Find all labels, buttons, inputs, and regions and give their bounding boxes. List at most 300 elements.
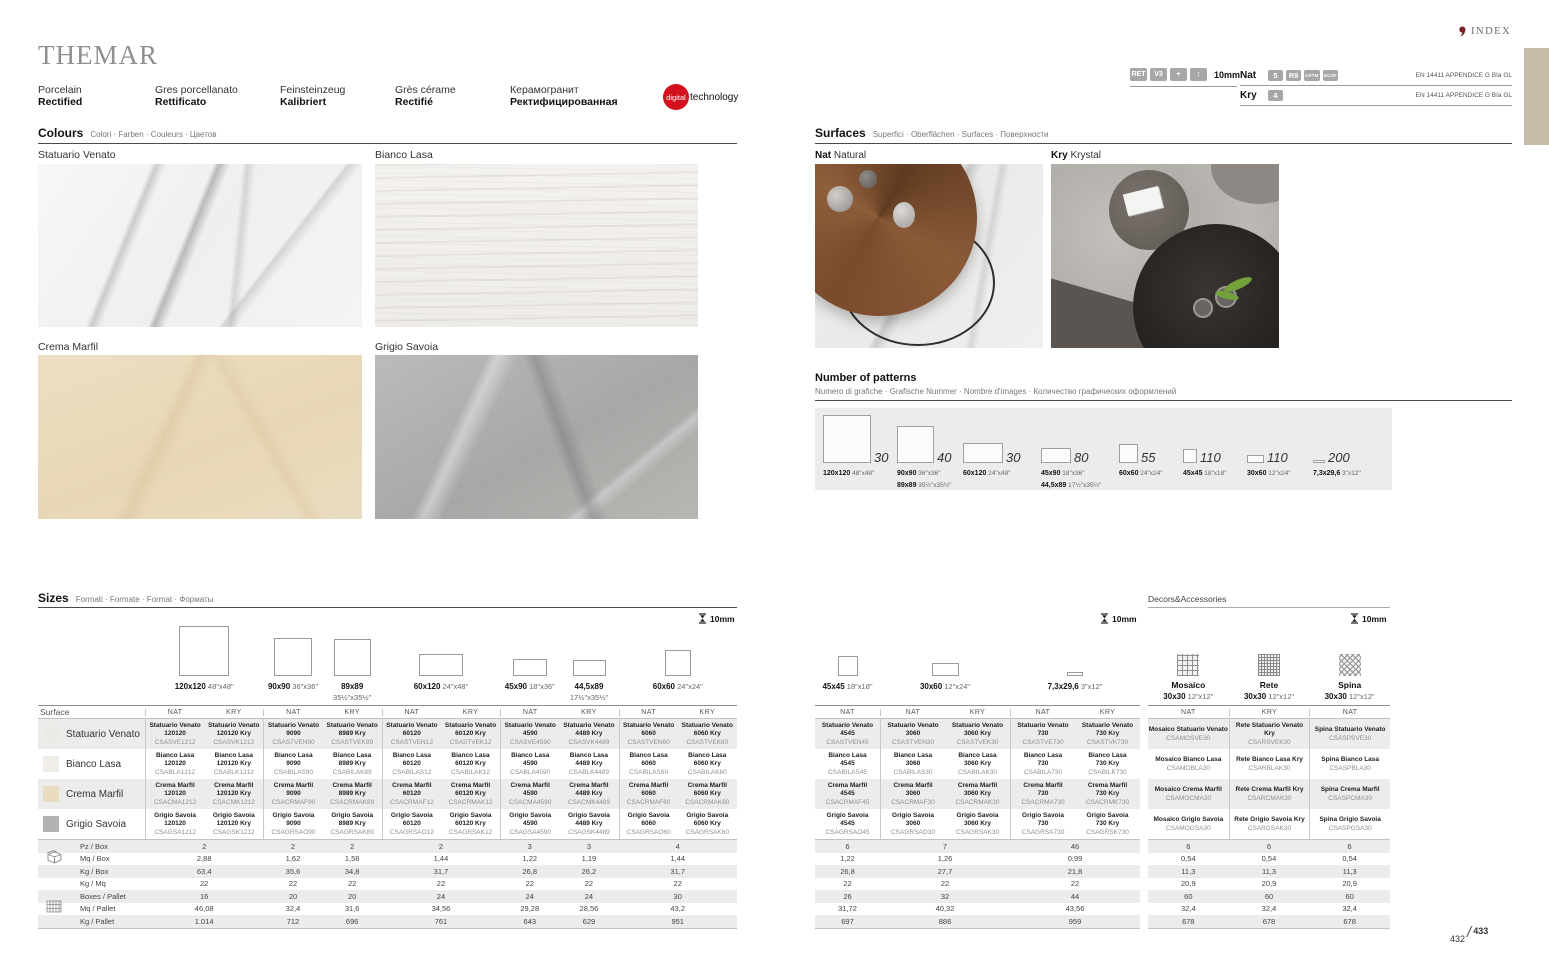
finish-header-cell: KRY [226, 708, 242, 716]
collection-title: THEMAR [38, 40, 158, 70]
page-number-right: 433 [1473, 926, 1489, 936]
inches-text: 12"x12" [1185, 692, 1214, 701]
pattern-item [1247, 452, 1313, 484]
product-sku: CSAGRSAK12 [448, 828, 493, 836]
product-name: Crema Marfil [569, 781, 609, 789]
pattern-size-line [897, 467, 963, 479]
colours-subtitle: Colori · Farben · Couleurs · Цветов [90, 130, 217, 139]
product-cell [1075, 749, 1140, 779]
product-sku: CSASVE4590 [509, 738, 551, 746]
size-diagram-label [1020, 680, 1130, 691]
surfaces-subtitle: Superfici · Oberflächen · Surfaces · Поверхности [872, 130, 1049, 139]
stat-value: 60 [1264, 891, 1274, 901]
product-code: 3060 Kry [963, 789, 992, 797]
stat-value: 40,32 [935, 904, 955, 914]
product-code: 60120 [402, 729, 421, 737]
stat-row [815, 915, 1140, 928]
stat-row [815, 840, 1140, 853]
surface-header-cell: Surface [40, 707, 70, 717]
product-code: 730 [1037, 759, 1049, 767]
product-cell [263, 719, 322, 749]
product-name: Mosaico Statuario Venato [1148, 725, 1228, 733]
stat-value: 696 [345, 916, 359, 926]
product-name: Statuario Venato [887, 721, 939, 729]
product-code: 3060 [905, 759, 921, 767]
surface-code-nat: Nat [815, 150, 832, 161]
stat-value: 3 [586, 841, 592, 851]
product-cell [263, 749, 322, 779]
pattern-shape-row [1183, 449, 1247, 463]
stat-value: 6 [845, 841, 850, 851]
stat-value: 32,4 [285, 904, 301, 914]
pattern-item [963, 443, 1041, 484]
table-row [1148, 719, 1390, 749]
surface-swatch [43, 726, 59, 742]
pattern-label [1041, 467, 1119, 489]
product-sku: CSACRMA730 [1021, 798, 1065, 806]
surfaces-rule [815, 143, 1512, 144]
decor-name: Spina [1338, 680, 1362, 690]
decors-rule [1148, 607, 1390, 608]
product-code: 730 [1037, 789, 1049, 797]
product-sku: CSASTVEN45 [826, 738, 869, 746]
product-name: Bianco Lasa [333, 751, 372, 759]
surface-photo-krystal [1051, 164, 1279, 348]
surface-name: Bianco Lasa [66, 758, 122, 770]
size-diagram-shape [334, 639, 371, 676]
product-sku: CSACRMAF12 [389, 798, 434, 806]
digital-technology-logo [663, 84, 738, 110]
stat-row [1148, 840, 1390, 853]
size-text: 45x45 [1183, 470, 1203, 477]
stat-value: 678 [1343, 916, 1356, 926]
product-cell [382, 749, 441, 779]
stat-value: 32,4 [1261, 904, 1277, 914]
product-code: 4545 [840, 819, 855, 827]
product-cell [323, 719, 382, 749]
product-name: Crema Marfil [273, 781, 314, 789]
product-cell [619, 719, 678, 749]
product-code: 4489 Kry [575, 789, 603, 797]
stat-value: 22 [940, 879, 950, 889]
stat-value: 26,8 [522, 866, 538, 876]
stat-value: 44 [1070, 891, 1080, 901]
stat-value: 43,2 [670, 904, 686, 914]
stat-value: 35,6 [285, 866, 301, 876]
product-code: 60120 Kry [455, 819, 486, 827]
product-name: Grigio Savoia [331, 811, 374, 819]
index-label: INDEX [1471, 26, 1512, 37]
size-text: 44,5x89 [1041, 481, 1067, 489]
patterns-title: Number of patterns [815, 372, 917, 384]
product-sku: CSABLA4590 [510, 768, 551, 776]
product-code: 60120 [402, 789, 421, 797]
product-cell [441, 809, 500, 839]
product-sku: CSAMOSVE30 [1166, 734, 1211, 742]
product-sku: CSAGRSA730 [1021, 828, 1065, 836]
product-sku: CSASTVK730 [1086, 738, 1129, 746]
product-code: 120120 Kry [216, 729, 251, 737]
product-name: Crema Marfil [957, 781, 998, 789]
vase-decor [827, 186, 853, 212]
product-name: Crema Marfil [332, 781, 372, 789]
product-sku: CSASVE1212 [154, 738, 196, 746]
table-stats [38, 840, 737, 929]
product-sku: CSASVK1212 [213, 738, 255, 746]
product-cell [323, 809, 382, 839]
product-cell [815, 719, 880, 749]
tile-photo-bianco-lasa [375, 164, 698, 327]
table-finish-header [815, 705, 1140, 719]
stat-row [38, 915, 737, 928]
surface-label-kry [1051, 150, 1101, 161]
product-cell [945, 719, 1010, 749]
stat-value: 30 [673, 891, 682, 901]
table-finish-header [1148, 705, 1390, 719]
product-sku: CSARSVEK30 [1248, 738, 1291, 746]
size-line [793, 680, 903, 691]
product-name: Crema Marfil [827, 781, 868, 789]
product-code: 730 [1037, 729, 1049, 737]
spina-pattern-icon [1339, 654, 1361, 676]
product-sku: CSABILK730 [1088, 768, 1127, 776]
product-sku: CSACRMAF60 [626, 798, 671, 806]
product-sku: CSASPSVE30 [1329, 734, 1372, 742]
table-row [815, 719, 1140, 749]
stat-value: 3 [527, 841, 532, 851]
product-name: Bianco Lasa [155, 751, 195, 759]
product-code: 8989 Kry [338, 729, 366, 737]
product-cell [263, 779, 322, 809]
stat-value: 1,22 [840, 854, 855, 864]
product-cell [815, 749, 880, 779]
stat-value: 24 [525, 891, 534, 901]
finish-header-cell: NAT [1180, 708, 1196, 716]
product-sku: CSASTVEK30 [956, 738, 999, 746]
size-text: 30x60 [919, 682, 943, 691]
product-code: 3060 [905, 729, 921, 737]
product-cell [263, 809, 322, 839]
product-cell [678, 719, 737, 749]
surface-name-kry: Krystal [1070, 150, 1102, 161]
product-code: 120120 Kry [216, 759, 251, 767]
product-code: 4590 [522, 789, 538, 797]
product-cell [500, 749, 559, 779]
product-cell [500, 809, 559, 839]
inches-text: 24"x48" [986, 470, 1011, 477]
product-cell [945, 749, 1010, 779]
stat-value: 22 [200, 879, 209, 889]
product-name: Statuario Venato [821, 721, 874, 729]
rating-badge: DCOF [1323, 70, 1339, 81]
material-line2: Kalibriert [280, 96, 327, 108]
size-line [1020, 680, 1130, 691]
product-name: Rete Statuario Venato Kry [1235, 721, 1304, 737]
product-sku: CSABILAS30 [893, 768, 933, 776]
product-code: 8989 Kry [338, 789, 366, 797]
pattern-item [1313, 452, 1369, 484]
size-text: 60x120 [963, 470, 987, 477]
stat-value: 697 [841, 916, 854, 926]
product-name: Crema Marfil [214, 781, 254, 789]
stat-value: 32,4 [1342, 904, 1357, 914]
inches-line [534, 691, 644, 702]
product-cell [880, 779, 945, 809]
stat-value: 6 [1266, 841, 1272, 851]
product-sku: CSAGRSAO30 [890, 828, 936, 836]
product-sku: CSAGRSK730 [1086, 828, 1129, 836]
material-label [395, 84, 456, 108]
page-number-slash: / [1467, 924, 1472, 941]
product-name: Crema Marfil [450, 781, 491, 789]
product-sku: CSASPBLA30 [1329, 764, 1371, 772]
size-diagrams-right [815, 622, 1140, 702]
tile-shape [1041, 448, 1071, 463]
decor-name: Mosaico [1171, 680, 1206, 690]
inches-line [297, 691, 407, 702]
product-sku: CSACMK4489 [567, 798, 611, 806]
size-text: 7,3x29,6 [1047, 682, 1079, 691]
product-code: 9090 [286, 729, 301, 737]
decor-size-line [1295, 690, 1405, 701]
product-sku: CSASVK4489 [568, 738, 610, 746]
product-code: 4545 [840, 729, 855, 737]
pattern-item [897, 426, 963, 489]
product-sku: CSASPGSA30 [1328, 824, 1372, 832]
product-code: 3060 Kry [963, 819, 992, 827]
stat-row [815, 853, 1140, 866]
patterns-panel [815, 408, 1392, 490]
inches-text: 18"x36" [1060, 470, 1085, 477]
pattern-size-line [963, 467, 1041, 479]
product-name: Grigio Savoia [956, 811, 999, 819]
pattern-shape-row [1313, 452, 1369, 463]
product-code: 4489 Kry [575, 819, 603, 827]
rating-badge: R9 [1286, 70, 1301, 81]
inches-text: 36"x36" [916, 470, 941, 477]
finish-header-cell: NAT [500, 709, 559, 716]
product-code: 730 Kry [1095, 789, 1120, 797]
product-name: Grigio Savoia [567, 811, 610, 819]
surface-name-nat: Natural [833, 150, 867, 161]
product-name: Statuario Venato [622, 721, 675, 729]
material-translations [38, 84, 678, 114]
caliber-arrows-icon: ↕ [1190, 68, 1207, 81]
stat-value: 24 [584, 891, 594, 901]
table-rows [815, 719, 1140, 840]
product-name: Statuario Venato [563, 721, 615, 729]
product-sku: CSASTVEN12 [390, 738, 433, 746]
stat-value: 11,3 [1181, 866, 1196, 876]
stat-value: 22 [348, 879, 357, 889]
product-sku: CSABILAK30 [957, 768, 998, 776]
product-cell [619, 749, 678, 779]
decors-title: Decors&Accessories [1148, 594, 1227, 604]
rating-badge: ASTM [1304, 70, 1320, 81]
rating-badge: 4 [1268, 90, 1283, 101]
product-cell [145, 749, 204, 779]
pattern-label [823, 467, 897, 484]
stat-value: 46,08 [194, 904, 214, 914]
product-cell [880, 719, 945, 749]
product-cell [945, 779, 1010, 809]
product-name: Bianco Lasa [1088, 751, 1127, 759]
product-sku: CSABILAS90 [273, 768, 313, 776]
stat-value: 22 [525, 879, 534, 889]
product-name: Crema Marfil [628, 781, 669, 789]
size-text: 60x60 [1119, 470, 1139, 477]
product-sku: CSACRMAK12 [448, 798, 493, 806]
size-diagram-label [793, 680, 903, 691]
stat-label: Kg / Box [80, 866, 109, 876]
product-cell [1229, 719, 1310, 749]
finish-header-cell: NAT [382, 709, 441, 716]
size-diagram-shape [1067, 672, 1083, 676]
product-cell [204, 749, 263, 779]
product-code: 6060 Kry [693, 759, 721, 767]
stat-label: Mq / Pallet [80, 904, 116, 914]
stat-value: 29,28 [520, 904, 540, 914]
stat-row [815, 903, 1140, 916]
product-cell [1075, 779, 1140, 809]
stat-value: 22 [584, 879, 594, 889]
stat-value: 1.014 [194, 916, 214, 926]
stat-row [38, 903, 737, 916]
product-sku: CSARCMAK30 [1247, 794, 1292, 802]
size-text: 44,5x89 [574, 682, 604, 691]
product-code: 6060 [641, 759, 656, 767]
glass-decor [1193, 298, 1213, 318]
chair-decor [1211, 164, 1279, 204]
size-text: 90x90 [267, 682, 291, 691]
tile-photo-statuario-venato [38, 164, 362, 327]
product-cell [1075, 719, 1140, 749]
product-name: Crema Marfil [687, 781, 727, 789]
product-name: Bianco Lasa [688, 751, 727, 759]
product-cell [1148, 719, 1229, 749]
stat-value: 63,4 [196, 866, 212, 876]
product-name: Grigio Savoia [1022, 811, 1064, 819]
size-text: 60x120 [413, 682, 441, 691]
product-sku: CSABILAS60 [629, 768, 669, 776]
stat-value: 6 [1186, 841, 1191, 851]
product-cell [559, 809, 618, 839]
material-line1: Gres porcellanato [155, 84, 238, 96]
page-numbers [1450, 924, 1489, 944]
stat-value: 678 [1182, 916, 1195, 926]
stat-label: Kg / Pallet [80, 916, 115, 926]
surface-label-nat [815, 150, 866, 161]
stat-value: 32 [940, 891, 950, 901]
product-sku: CSACRMAK89 [330, 798, 375, 806]
material-line2: Rettificato [155, 96, 207, 108]
product-sku: CSAGSA1212 [154, 828, 196, 836]
product-name: Crema Marfil [893, 781, 933, 789]
table-row [38, 779, 737, 809]
product-code: 6060 Kry [693, 729, 721, 737]
material-line1: Grès cérame [395, 84, 456, 96]
inches-text: 35½"x35½" [916, 481, 952, 489]
index-link[interactable] [1458, 26, 1511, 37]
product-name: Bianco Lasa [274, 751, 313, 759]
stat-value: 31,6 [344, 904, 360, 914]
product-name: Crema Marfil [1087, 781, 1128, 789]
ret-badge: RET [1130, 68, 1147, 81]
product-sku: CSARBLAK30 [1248, 764, 1291, 772]
inches-text: 17½"x35½" [569, 693, 609, 702]
product-sku: CSAGRSAO60 [626, 828, 671, 836]
product-cell [559, 749, 618, 779]
stat-value: 712 [286, 916, 300, 926]
product-cell [1010, 749, 1075, 779]
stat-label: Pz / Box [80, 841, 108, 851]
pallet-icon [46, 900, 62, 918]
inches-text: 3"x12" [1340, 470, 1361, 477]
product-name: Grigio Savoia [1086, 811, 1129, 819]
product-name: Grigio Savoia [449, 811, 492, 819]
product-cell [441, 719, 500, 749]
pattern-label [1119, 467, 1183, 484]
product-code: 60120 Kry [455, 729, 486, 737]
stat-value: 22 [1070, 879, 1080, 889]
sizes-title: Sizes [38, 591, 69, 605]
size-diagram-shape [179, 626, 229, 676]
product-cell [1148, 779, 1229, 809]
product-code: 9090 [286, 759, 301, 767]
finish-header-cell: NAT [1309, 709, 1390, 716]
size-diagram-shape [274, 638, 312, 676]
tile-photo-grigio-savoia [375, 355, 698, 519]
inches-text: 24"x24" [675, 682, 703, 691]
product-cell [678, 779, 737, 809]
decor-diagrams [1148, 622, 1390, 702]
stat-row [38, 865, 737, 878]
stat-label: Boxes / Pallet [80, 891, 126, 901]
product-cell [945, 809, 1010, 839]
swatch-label-grigio: Grigio Savoia [375, 341, 439, 353]
product-cell [880, 749, 945, 779]
box-icon [46, 850, 62, 869]
surface-name: Statuario Venato [66, 728, 140, 740]
stat-value: 26,2 [581, 866, 597, 876]
decors-table [1148, 705, 1390, 929]
product-code: 6060 [641, 819, 656, 827]
finish-header-cell: KRY [1099, 708, 1116, 716]
product-code: 4590 [522, 759, 538, 767]
product-cell [500, 779, 559, 809]
size-text: 120x120 [823, 470, 851, 477]
rating-badge: 5 [1268, 70, 1283, 81]
product-name: Statuario Venato [681, 721, 733, 729]
pattern-shape-row [823, 415, 897, 463]
swatch-label-statuario: Statuario Venato [38, 149, 116, 161]
index-side-tab[interactable] [1524, 48, 1549, 145]
product-sku: CSASTVEN30 [891, 738, 935, 746]
product-code: 120120 Kry [216, 789, 251, 797]
surface-name-cell [38, 779, 145, 809]
product-cell [500, 719, 559, 749]
stat-value: 2 [290, 841, 296, 851]
inches-text: 3"x12" [1078, 682, 1103, 691]
product-cell [1075, 809, 1140, 839]
product-name: Statuario Venato [386, 721, 438, 729]
inches-text: 18"x18" [844, 682, 873, 691]
table-stats [815, 840, 1140, 929]
product-cell [619, 809, 678, 839]
product-code: 6060 Kry [693, 789, 721, 797]
product-sku: CSAMOBLA30 [1166, 764, 1210, 772]
product-sku: CSABILAK89 [332, 768, 372, 776]
